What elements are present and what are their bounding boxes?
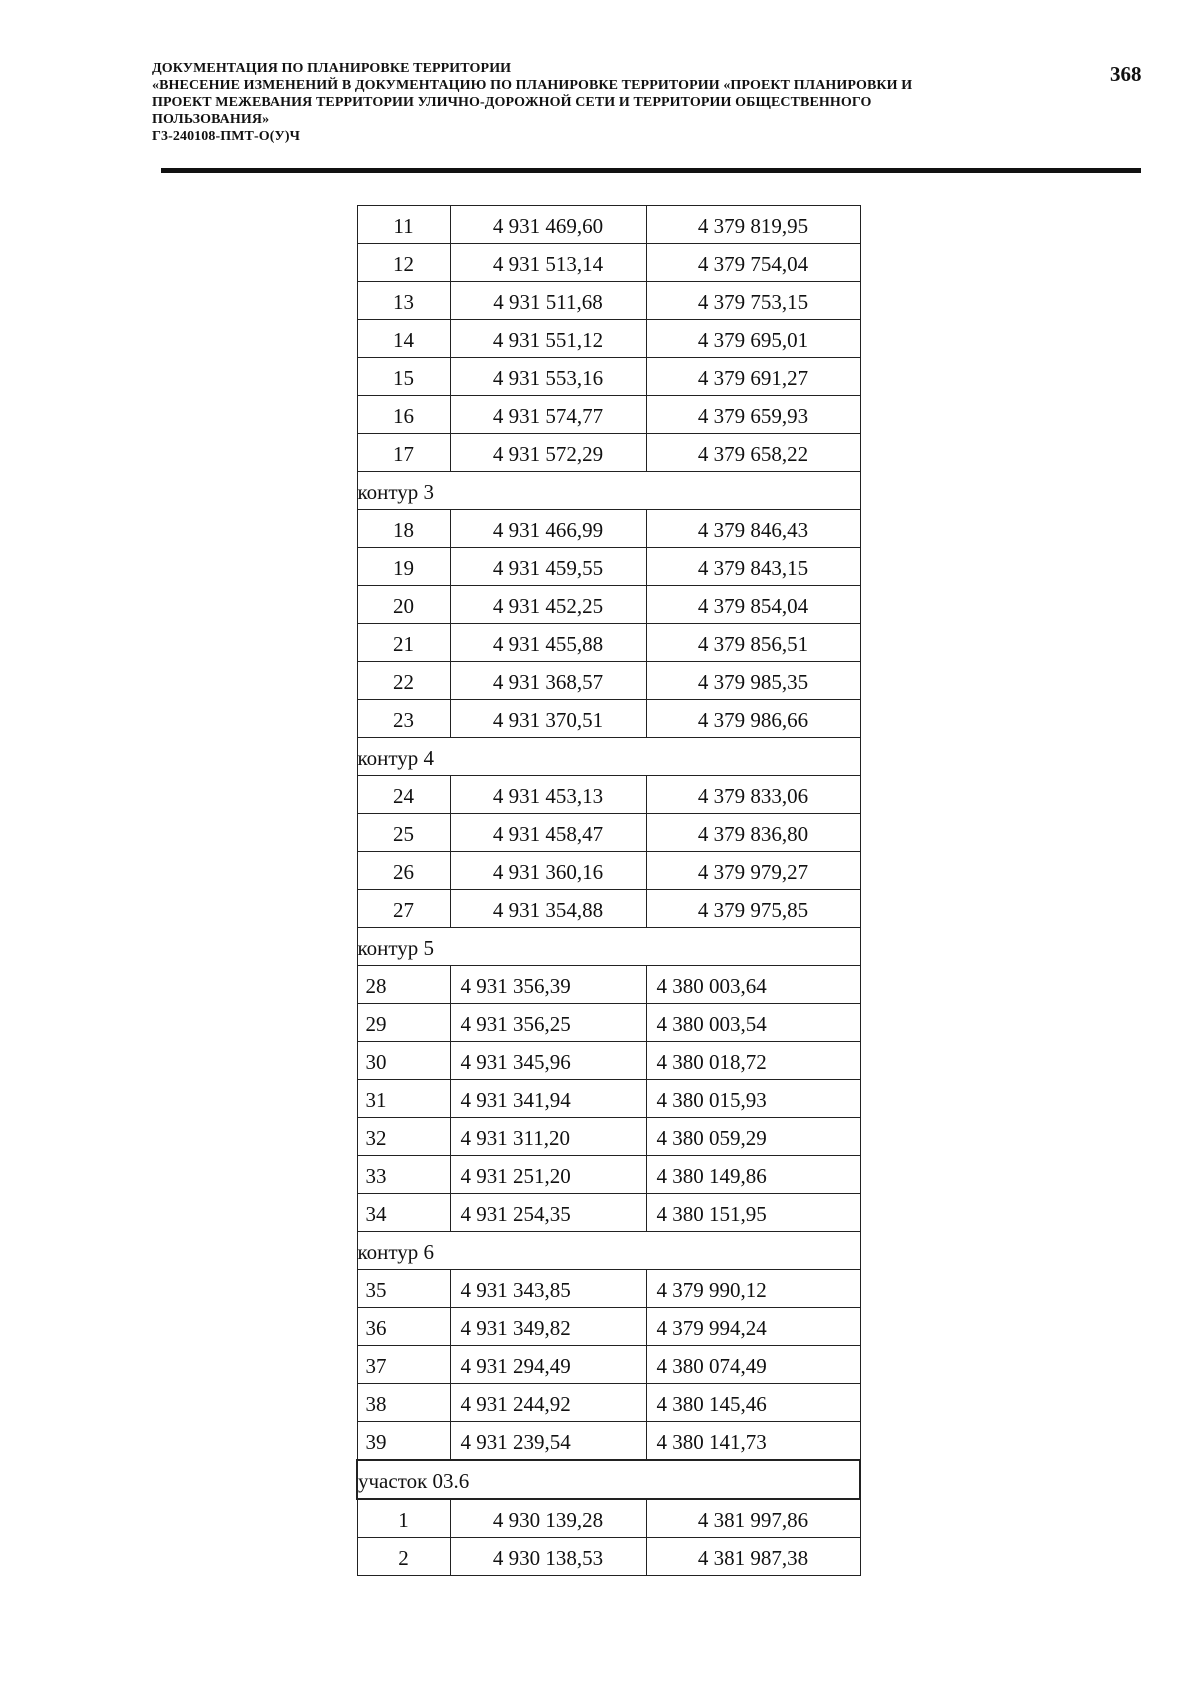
table-row bbox=[357, 1156, 860, 1194]
y-coordinate-cell: 4 379 975,85 bbox=[646, 890, 860, 928]
point-number-cell: 33 bbox=[357, 1156, 450, 1194]
table-row bbox=[357, 1346, 860, 1384]
x-coordinate-cell: 4 930 139,28 bbox=[450, 1499, 646, 1538]
table-row bbox=[357, 206, 860, 244]
header-line: ДОКУМЕНТАЦИЯ ПО ПЛАНИРОВКЕ ТЕРРИТОРИИ bbox=[152, 61, 512, 76]
table-row bbox=[357, 1004, 860, 1042]
table-row bbox=[357, 1384, 860, 1422]
y-coordinate-cell: 4 379 819,95 bbox=[646, 206, 860, 244]
y-coordinate-cell: 4 379 836,80 bbox=[646, 814, 860, 852]
section-row bbox=[357, 472, 860, 510]
header-line: ПОЛЬЗОВАНИЯ» bbox=[152, 112, 270, 127]
y-coordinate-cell: 4 379 979,27 bbox=[646, 852, 860, 890]
y-coordinate-cell: 4 379 843,15 bbox=[646, 548, 860, 586]
header-divider bbox=[161, 168, 1141, 173]
table-row bbox=[357, 1080, 860, 1118]
point-number-cell: 22 bbox=[357, 662, 450, 700]
point-number-cell: 17 bbox=[357, 434, 450, 472]
section-row bbox=[357, 738, 860, 776]
table-row bbox=[357, 1118, 860, 1156]
y-coordinate-cell: 4 380 074,49 bbox=[646, 1346, 860, 1384]
point-number-cell: 23 bbox=[357, 700, 450, 738]
point-number-cell: 11 bbox=[357, 206, 450, 244]
point-number-cell: 36 bbox=[357, 1308, 450, 1346]
x-coordinate-cell: 4 931 458,47 bbox=[450, 814, 646, 852]
y-coordinate-cell: 4 381 987,38 bbox=[646, 1538, 860, 1576]
coordinates-table-body bbox=[357, 206, 860, 1576]
point-number-cell: 16 bbox=[357, 396, 450, 434]
table-row bbox=[357, 1538, 860, 1576]
point-number-cell: 34 bbox=[357, 1194, 450, 1232]
point-number-cell: 13 bbox=[357, 282, 450, 320]
table-row bbox=[357, 244, 860, 282]
table-row bbox=[357, 1499, 860, 1538]
point-number-cell: 39 bbox=[357, 1422, 450, 1461]
point-number-cell: 30 bbox=[357, 1042, 450, 1080]
x-coordinate-cell: 4 931 511,68 bbox=[450, 282, 646, 320]
table-row bbox=[357, 586, 860, 624]
table-row bbox=[357, 624, 860, 662]
x-coordinate-cell: 4 931 311,20 bbox=[450, 1118, 646, 1156]
table-row bbox=[357, 852, 860, 890]
y-coordinate-cell: 4 380 145,46 bbox=[646, 1384, 860, 1422]
section-label: контур 5 bbox=[357, 928, 860, 966]
point-number-cell: 20 bbox=[357, 586, 450, 624]
table-row bbox=[357, 434, 860, 472]
point-number-cell: 25 bbox=[357, 814, 450, 852]
y-coordinate-cell: 4 380 059,29 bbox=[646, 1118, 860, 1156]
table-row bbox=[357, 510, 860, 548]
y-coordinate-cell: 4 379 990,12 bbox=[646, 1270, 860, 1308]
table-row bbox=[357, 814, 860, 852]
table-row bbox=[357, 662, 860, 700]
section-label: контур 3 bbox=[357, 472, 860, 510]
y-coordinate-cell: 4 379 658,22 bbox=[646, 434, 860, 472]
point-number-cell: 2 bbox=[357, 1538, 450, 1576]
x-coordinate-cell: 4 931 354,88 bbox=[450, 890, 646, 928]
point-number-cell: 1 bbox=[357, 1499, 450, 1538]
table-row bbox=[357, 1042, 860, 1080]
point-number-cell: 15 bbox=[357, 358, 450, 396]
x-coordinate-cell: 4 931 453,13 bbox=[450, 776, 646, 814]
point-number-cell: 37 bbox=[357, 1346, 450, 1384]
x-coordinate-cell: 4 931 572,29 bbox=[450, 434, 646, 472]
x-coordinate-cell: 4 931 466,99 bbox=[450, 510, 646, 548]
x-coordinate-cell: 4 931 459,55 bbox=[450, 548, 646, 586]
y-coordinate-cell: 4 380 003,64 bbox=[646, 966, 860, 1004]
y-coordinate-cell: 4 380 151,95 bbox=[646, 1194, 860, 1232]
x-coordinate-cell: 4 931 254,35 bbox=[450, 1194, 646, 1232]
point-number-cell: 27 bbox=[357, 890, 450, 928]
section-label: участок 03.6 bbox=[357, 1460, 860, 1499]
y-coordinate-cell: 4 379 833,06 bbox=[646, 776, 860, 814]
table-row bbox=[357, 1194, 860, 1232]
table-row bbox=[357, 1422, 860, 1461]
page-number: 368 bbox=[1110, 62, 1142, 86]
point-number-cell: 12 bbox=[357, 244, 450, 282]
x-coordinate-cell: 4 931 513,14 bbox=[450, 244, 646, 282]
point-number-cell: 38 bbox=[357, 1384, 450, 1422]
y-coordinate-cell: 4 379 994,24 bbox=[646, 1308, 860, 1346]
y-coordinate-cell: 4 380 003,54 bbox=[646, 1004, 860, 1042]
y-coordinate-cell: 4 379 753,15 bbox=[646, 282, 860, 320]
y-coordinate-cell: 4 380 149,86 bbox=[646, 1156, 860, 1194]
x-coordinate-cell: 4 931 244,92 bbox=[450, 1384, 646, 1422]
x-coordinate-cell: 4 931 294,49 bbox=[450, 1346, 646, 1384]
y-coordinate-cell: 4 380 015,93 bbox=[646, 1080, 860, 1118]
point-number-cell: 18 bbox=[357, 510, 450, 548]
y-coordinate-cell: 4 380 018,72 bbox=[646, 1042, 860, 1080]
header-line: «ВНЕСЕНИЕ ИЗМЕНЕНИЙ В ДОКУМЕНТАЦИЮ ПО ПЛАНИРОВКЕ ТЕРРИТОРИИ «ПРОЕКТ ПЛАНИРОВКИ И bbox=[152, 78, 913, 93]
table-row bbox=[357, 396, 860, 434]
point-number-cell: 35 bbox=[357, 1270, 450, 1308]
coordinates-table bbox=[356, 205, 861, 1576]
point-number-cell: 21 bbox=[357, 624, 450, 662]
x-coordinate-cell: 4 931 574,77 bbox=[450, 396, 646, 434]
section-label: контур 4 bbox=[357, 738, 860, 776]
x-coordinate-cell: 4 931 239,54 bbox=[450, 1422, 646, 1461]
y-coordinate-cell: 4 379 986,66 bbox=[646, 700, 860, 738]
x-coordinate-cell: 4 931 469,60 bbox=[450, 206, 646, 244]
section-row bbox=[357, 928, 860, 966]
table-row bbox=[357, 776, 860, 814]
x-coordinate-cell: 4 930 138,53 bbox=[450, 1538, 646, 1576]
table-row bbox=[357, 890, 860, 928]
point-number-cell: 29 bbox=[357, 1004, 450, 1042]
point-number-cell: 26 bbox=[357, 852, 450, 890]
section-row bbox=[357, 1460, 860, 1499]
x-coordinate-cell: 4 931 343,85 bbox=[450, 1270, 646, 1308]
y-coordinate-cell: 4 379 854,04 bbox=[646, 586, 860, 624]
y-coordinate-cell: 4 379 856,51 bbox=[646, 624, 860, 662]
table-row bbox=[357, 282, 860, 320]
y-coordinate-cell: 4 381 997,86 bbox=[646, 1499, 860, 1538]
y-coordinate-cell: 4 379 846,43 bbox=[646, 510, 860, 548]
table-row bbox=[357, 358, 860, 396]
x-coordinate-cell: 4 931 452,25 bbox=[450, 586, 646, 624]
point-number-cell: 31 bbox=[357, 1080, 450, 1118]
point-number-cell: 19 bbox=[357, 548, 450, 586]
x-coordinate-cell: 4 931 553,16 bbox=[450, 358, 646, 396]
point-number-cell: 14 bbox=[357, 320, 450, 358]
document-code: Г3-240108-ПМТ-О(У)Ч bbox=[152, 129, 300, 144]
x-coordinate-cell: 4 931 345,96 bbox=[450, 1042, 646, 1080]
x-coordinate-cell: 4 931 356,25 bbox=[450, 1004, 646, 1042]
y-coordinate-cell: 4 379 754,04 bbox=[646, 244, 860, 282]
x-coordinate-cell: 4 931 370,51 bbox=[450, 700, 646, 738]
x-coordinate-cell: 4 931 455,88 bbox=[450, 624, 646, 662]
y-coordinate-cell: 4 379 985,35 bbox=[646, 662, 860, 700]
table-row bbox=[357, 1270, 860, 1308]
table-row bbox=[357, 1308, 860, 1346]
table-row bbox=[357, 700, 860, 738]
x-coordinate-cell: 4 931 360,16 bbox=[450, 852, 646, 890]
x-coordinate-cell: 4 931 251,20 bbox=[450, 1156, 646, 1194]
section-row bbox=[357, 1232, 860, 1270]
y-coordinate-cell: 4 380 141,73 bbox=[646, 1422, 860, 1461]
x-coordinate-cell: 4 931 356,39 bbox=[450, 966, 646, 1004]
table-row bbox=[357, 320, 860, 358]
y-coordinate-cell: 4 379 695,01 bbox=[646, 320, 860, 358]
x-coordinate-cell: 4 931 349,82 bbox=[450, 1308, 646, 1346]
point-number-cell: 28 bbox=[357, 966, 450, 1004]
y-coordinate-cell: 4 379 659,93 bbox=[646, 396, 860, 434]
point-number-cell: 32 bbox=[357, 1118, 450, 1156]
y-coordinate-cell: 4 379 691,27 bbox=[646, 358, 860, 396]
header-line: ПРОЕКТ МЕЖЕВАНИЯ ТЕРРИТОРИИ УЛИЧНО-ДОРОЖНОЙ СЕТИ И ТЕРРИТОРИИ ОБЩЕСТВЕННОГО bbox=[152, 95, 872, 110]
x-coordinate-cell: 4 931 551,12 bbox=[450, 320, 646, 358]
table-row bbox=[357, 966, 860, 1004]
section-label: контур 6 bbox=[357, 1232, 860, 1270]
table-row bbox=[357, 548, 860, 586]
point-number-cell: 24 bbox=[357, 776, 450, 814]
x-coordinate-cell: 4 931 368,57 bbox=[450, 662, 646, 700]
x-coordinate-cell: 4 931 341,94 bbox=[450, 1080, 646, 1118]
document-header bbox=[152, 60, 1032, 145]
